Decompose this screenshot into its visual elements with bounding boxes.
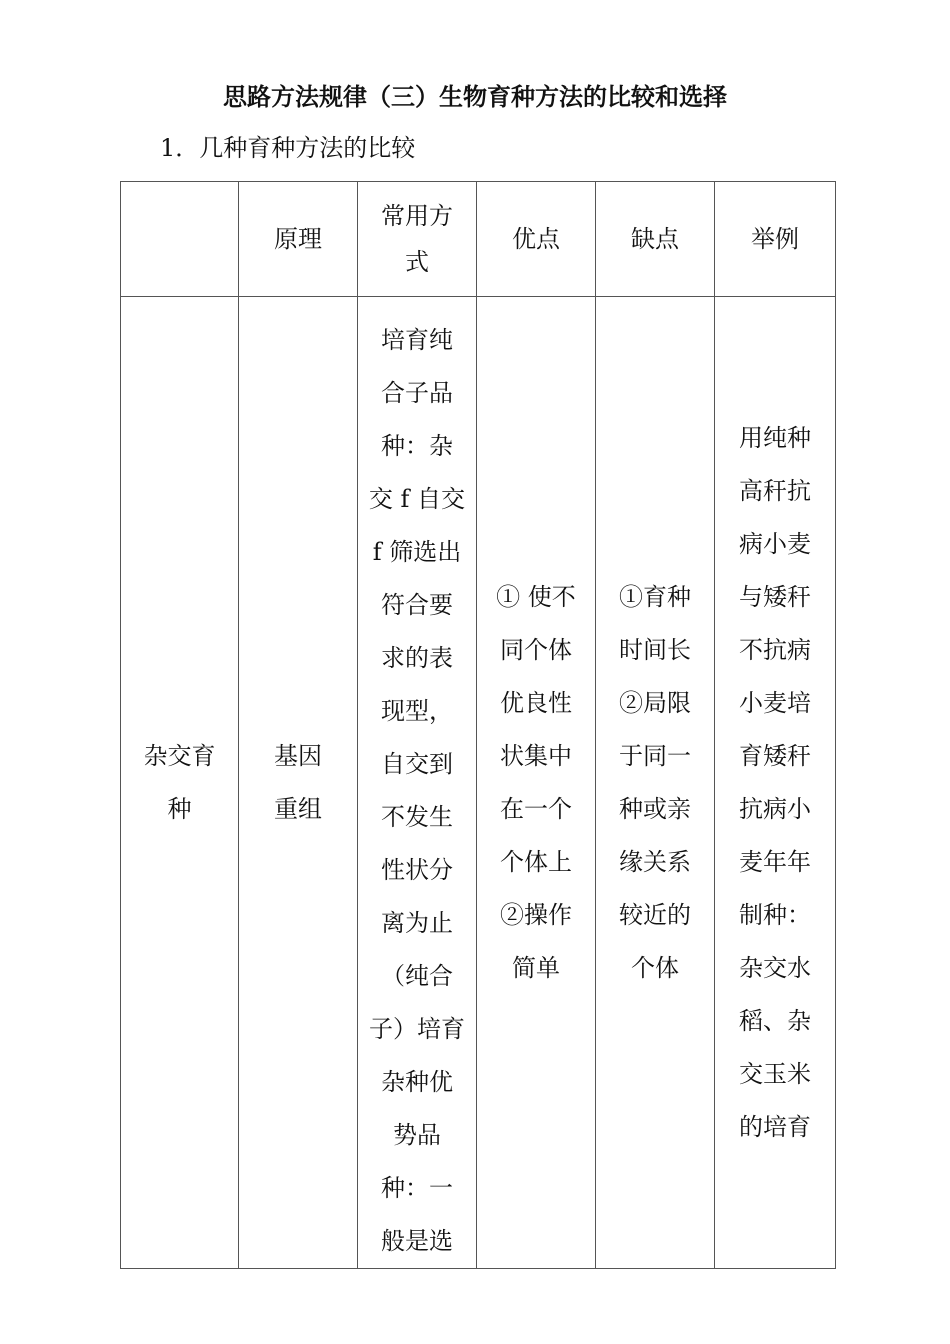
header-method: 常用方 式 <box>358 182 477 297</box>
row-advantages-cell: ① 使不 同个体 优良性 状集中 在一个 个体上 ②操作 简单 <box>477 297 596 1269</box>
section-heading: 1．几种育种方法的比较 <box>160 134 416 162</box>
header-empty-cell <box>121 182 239 297</box>
row-name-cell: 杂交育 种 <box>121 297 239 1269</box>
header-disadvantages: 缺点 <box>596 182 715 297</box>
breeding-comparison-table <box>120 181 836 1269</box>
header-principle: 原理 <box>239 182 358 297</box>
row-example-cell: 用纯种 高秆抗 病小麦 与矮秆 不抗病 小麦培 育矮秆 抗病小 麦年年 制种： 杂交水 稻、杂 交玉米 的培育 <box>715 297 836 1269</box>
row-principle-cell: 基因 重组 <box>239 297 358 1269</box>
row-disadvantages-cell: ①育种 时间长 ②局限 于同一 种或亲 缘关系 较近的 个体 <box>596 297 715 1269</box>
table-header-row <box>121 182 836 297</box>
header-advantages: 优点 <box>477 182 596 297</box>
header-example: 举例 <box>715 182 836 297</box>
table-row <box>121 297 836 1269</box>
document-title: 思路方法规律（三）生物育种方法的比较和选择 <box>223 83 727 111</box>
row-method-cell: 培育纯 合子品 种：杂 交 f 自交 f 筛选出 符合要 求的表 现型， 自交到 不发生 性状分 离为止 （纯合 子）培育 杂种优 势品 种：一 般是选 <box>358 297 477 1269</box>
